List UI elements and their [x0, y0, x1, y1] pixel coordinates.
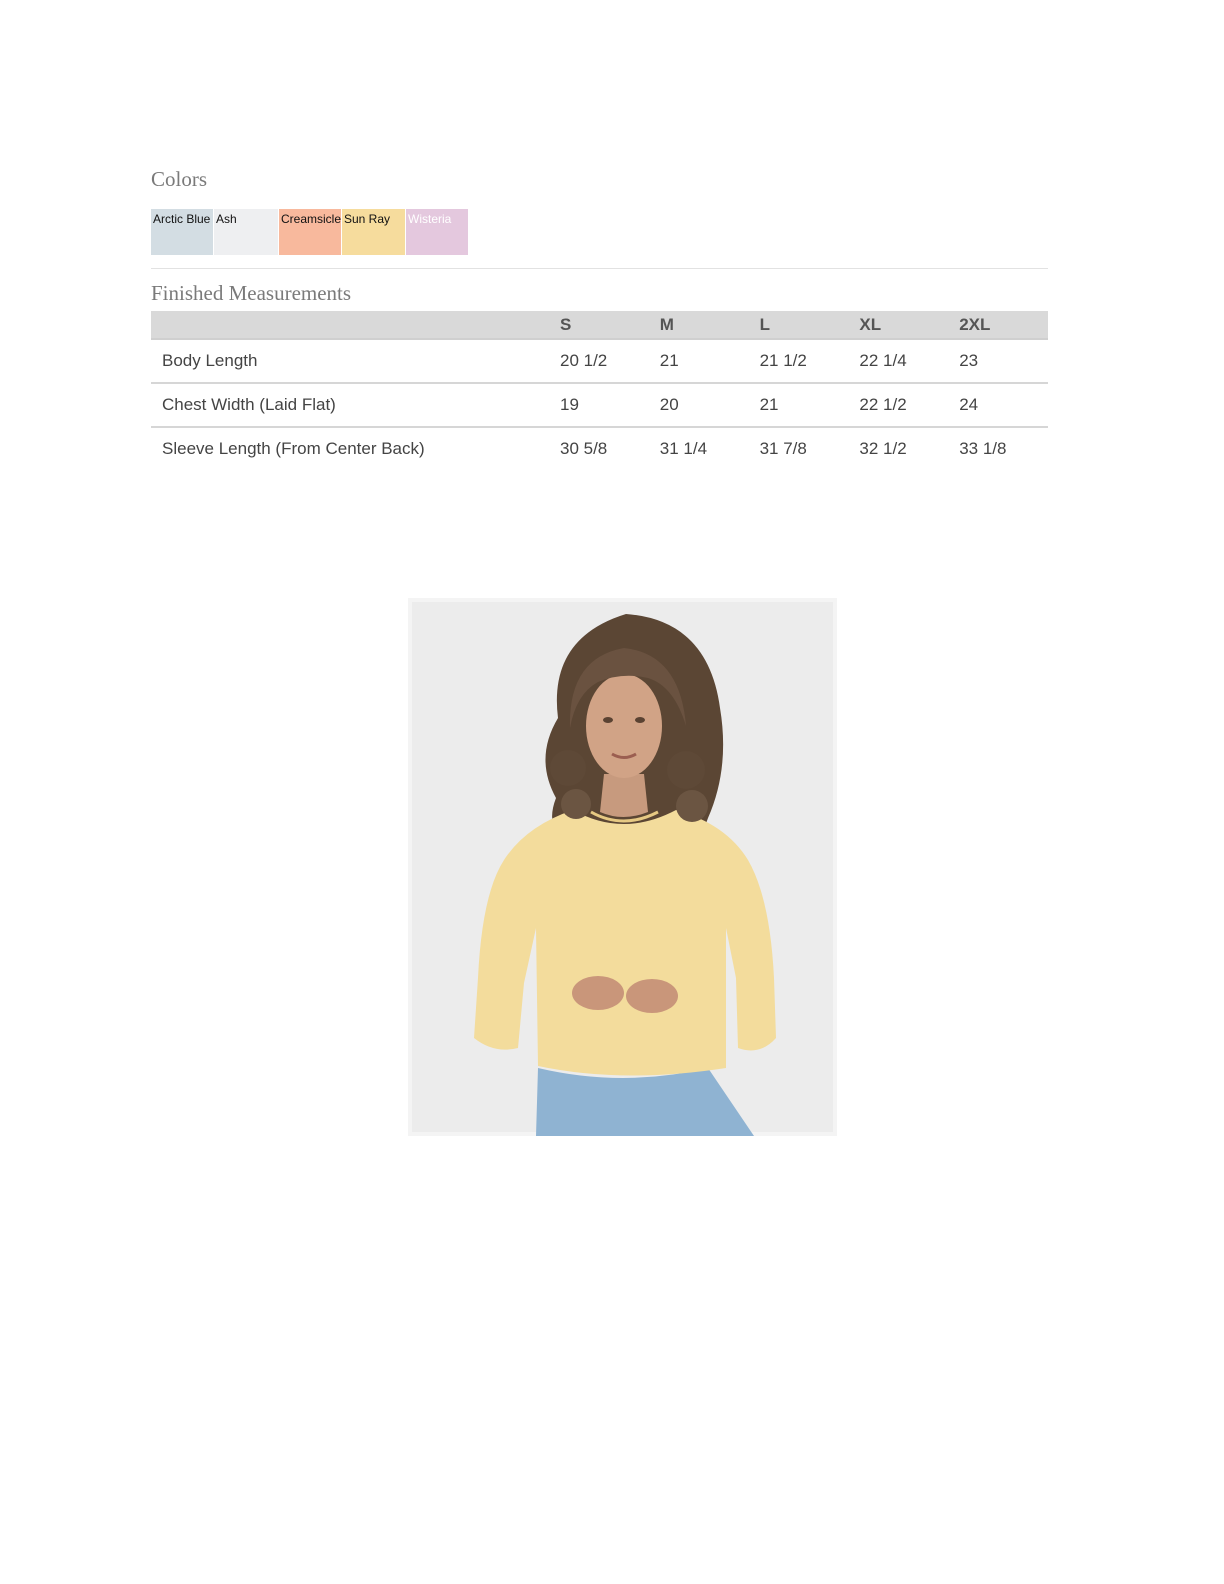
- right-eye: [635, 717, 645, 723]
- measurements-table: [151, 311, 1048, 470]
- header-size-s: S: [549, 311, 649, 339]
- table-cell: 24: [948, 383, 1048, 427]
- table-cell: 31 7/8: [759, 439, 807, 458]
- header-size-l: L: [749, 311, 849, 339]
- model-illustration: [408, 598, 837, 1136]
- product-photo: [408, 598, 837, 1136]
- table-cell: 19: [549, 383, 649, 427]
- table-cell: 31 1/4: [659, 439, 708, 458]
- swatch-ash[interactable]: Ash: [214, 209, 278, 255]
- right-hand: [626, 979, 678, 1013]
- table-row: [151, 339, 1048, 383]
- table-header-row: [151, 311, 1048, 339]
- row-label: Chest Width (Laid Flat): [151, 383, 549, 427]
- left-eye: [603, 717, 613, 723]
- table-cell: 22 1/2: [848, 383, 948, 427]
- sweater-shape: [474, 810, 776, 1076]
- table-row: [151, 427, 1048, 470]
- table-cell: 21 1/2: [749, 339, 849, 383]
- table-row: [151, 383, 1048, 427]
- color-swatch-row: [151, 209, 468, 255]
- swatch-arctic-blue[interactable]: Arctic Blue: [151, 209, 213, 255]
- row-label: Sleeve Length (From Center Back): [162, 439, 425, 458]
- swatch-wisteria[interactable]: Wisteria: [406, 209, 468, 255]
- face: [586, 674, 662, 778]
- table-cell: 21: [649, 339, 749, 383]
- table-cell: 32 1/2: [859, 439, 907, 458]
- table-cell: 22 1/4: [848, 339, 948, 383]
- header-size-xl: XL: [848, 311, 948, 339]
- header-size-2xl: 2XL: [948, 311, 1048, 339]
- jeans-shape: [536, 1068, 754, 1136]
- swatch-sun-ray[interactable]: Sun Ray: [342, 209, 405, 255]
- section-divider: [151, 268, 1048, 269]
- hair-curl: [676, 790, 708, 822]
- neck-skin: [600, 774, 648, 817]
- measurements-heading: Finished Measurements: [151, 281, 352, 305]
- left-hand: [572, 976, 624, 1010]
- swatch-creamsicle[interactable]: Creamsicle: [279, 209, 341, 255]
- table-cell: 20 1/2: [549, 339, 649, 383]
- hair-curl: [667, 751, 705, 789]
- header-label-cell: [151, 311, 549, 339]
- table-cell: 33 1/8: [959, 439, 1007, 458]
- table-cell: 21: [749, 383, 849, 427]
- header-size-m: M: [649, 311, 749, 339]
- row-label: Body Length: [151, 339, 549, 383]
- table-cell: 20: [649, 383, 749, 427]
- table-cell: 30 5/8: [560, 439, 608, 458]
- table-cell: 23: [948, 339, 1048, 383]
- colors-heading: Colors: [151, 167, 208, 191]
- hair-curl: [550, 750, 586, 786]
- hair-curl: [561, 789, 591, 819]
